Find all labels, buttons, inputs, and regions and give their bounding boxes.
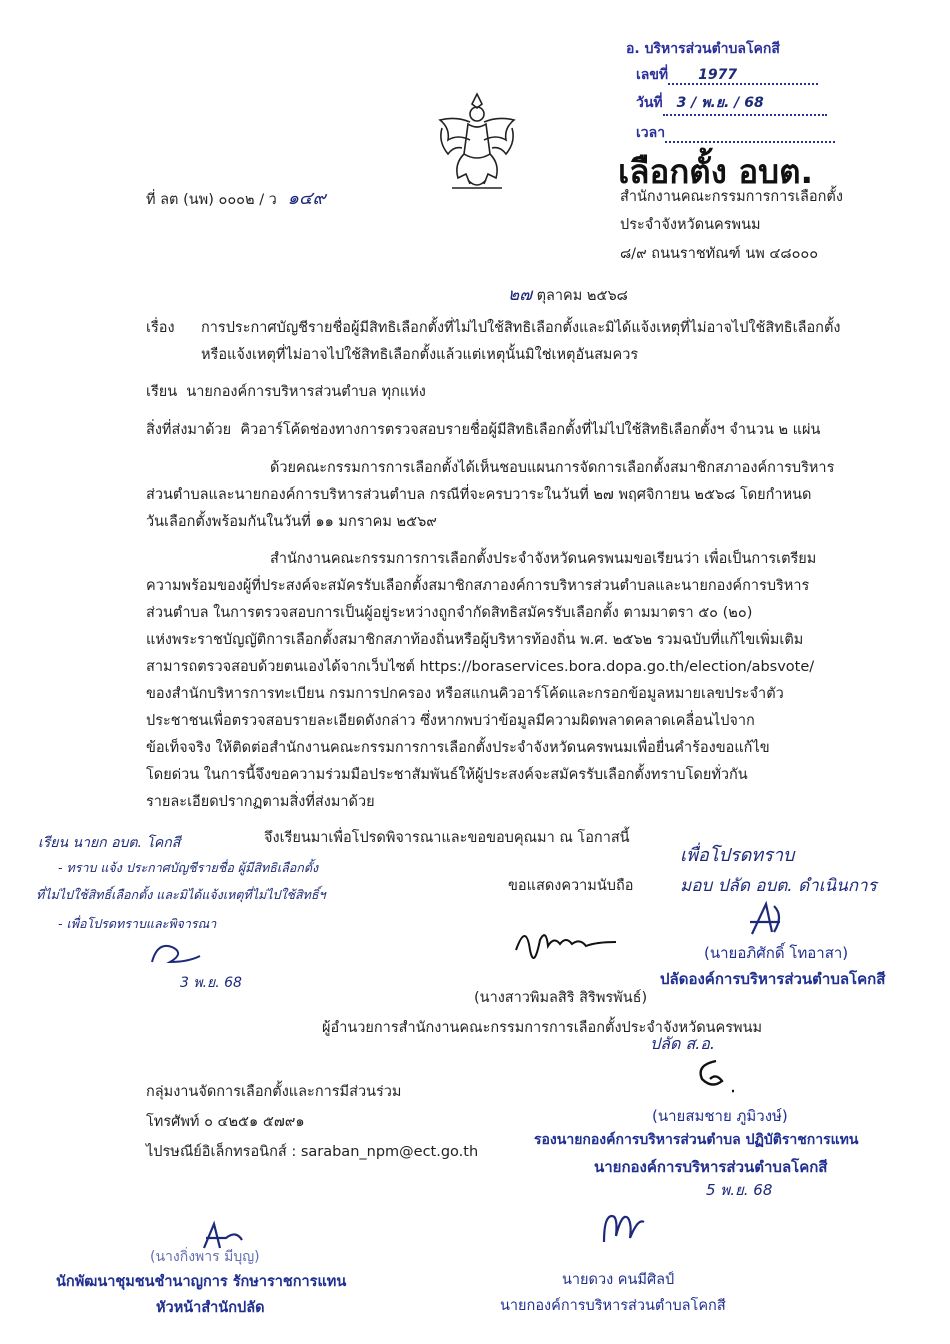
subject-line-2: หรือแจ้งเหตุที่ไม่อาจไปใช้สิทธิเลือกตั้งแล้วแต่เหตุนั้นมิใช่เหตุอันสมควร bbox=[201, 347, 639, 363]
closing: จึงเรียนมาเพื่อโปรดพิจารณาและขอขอบคุณมา ณ โอกาสนี้ bbox=[264, 830, 630, 846]
p1-line-3: วันเลือกตั้งพร้อมกันในวันที่ ๑๑ มกราคม ๒๕๖๙ bbox=[146, 514, 437, 530]
p2-line-3: ส่วนตำบล ในการตรวจสอบการเป็นผู้อยู่ระหว่างถูกจำกัดสิทธิสมัครรับเลือกตั้ง ตามมาตรา ๕๐ (๒๐) bbox=[146, 605, 753, 621]
vice-mayor-name: (นายสมชาย ภูมิวงษ์) bbox=[652, 1107, 788, 1125]
left-initials-icon bbox=[146, 938, 206, 972]
hand-left-date: 3 พ.ย. 68 bbox=[180, 975, 242, 991]
deputy-clerk-position: ปลัดองค์การบริหารส่วนตำบลโคกสี bbox=[660, 970, 886, 988]
p2-line-7: ประชาชนเพื่อตรวจสอบรายละเอียดดังกล่าว ซึ่งหากพบว่าข้อมูลมีความผิดพลาดคลาดเคลื่อนไปจาก bbox=[146, 713, 755, 729]
officer-name: (นางกิ่งพาร มีบุญ) bbox=[150, 1249, 260, 1265]
p2-line-2: ความพร้อมของผู้ที่ประสงค์จะสมัครรับเลือกตั้งสมาชิกสภาองค์การบริหารส่วนตำบลและนายกองค์การบริหาร bbox=[146, 578, 810, 594]
subject-line-1: การประกาศบัญชีรายชื่อผู้มีสิทธิเลือกตั้งที่ไม่ไปใช้สิทธิเลือกตั้งและมิได้แจ้งเหตุที่ไม่อาจไปใช้สิทธิเลือกตั้ง bbox=[201, 320, 841, 336]
hand-right-mid-initials: ปลัด ส.อ. bbox=[650, 1034, 715, 1053]
contact-unit: กลุ่มงานจัดการเลือกตั้งและการมีส่วนร่วม bbox=[146, 1084, 402, 1100]
vice-mayor-signature-icon bbox=[686, 1055, 746, 1095]
hand-note-line-1: เรียน นายก อบต. โคกสี bbox=[38, 835, 181, 851]
enclosure: สิ่งที่ส่งมาด้วย คิวอาร์โค้ดช่องทางการตรวจสอบรายชื่อผู้มีสิทธิเลือกตั้งที่ไม่ไปใช้สิทธิเลือกตั้งฯ จำนวน ๒ แผ่น bbox=[146, 422, 821, 438]
hand-right-line-2: มอบ ปลัด อบต. ดำเนินการ bbox=[680, 876, 877, 896]
stamp-receipt-no: เลขที่ 1977 bbox=[636, 64, 818, 86]
regards: ขอแสดงความนับถือ bbox=[508, 878, 634, 894]
officer-position-2: หัวหน้าสำนักปลัด bbox=[156, 1300, 265, 1316]
vice-mayor-position-1: รองนายกองค์การบริหารส่วนตำบล ปฏิบัติราชการแทน bbox=[534, 1132, 859, 1148]
contact-phone: โทรศัพท์ ๐ ๔๒๕๑ ๕๗๙๑ bbox=[146, 1114, 305, 1130]
p2-line-10: รายละเอียดปรากฏตามสิ่งที่ส่งมาด้วย bbox=[146, 794, 375, 810]
vice-mayor-position-2: นายกองค์การบริหารส่วนตำบลโคกสี bbox=[594, 1158, 828, 1176]
p2-line-9: โดยด่วน ในการนี้จึงขอความร่วมมือประชาสัมพันธ์ให้ผู้ประสงค์จะสมัครรับเลือกตั้งทราบโดยทั่วกัน bbox=[146, 767, 748, 783]
director-signature-icon bbox=[508, 920, 628, 970]
deputy-clerk-name: (นายอภิศักดิ์ โทอาสา) bbox=[704, 944, 849, 962]
p2-line-1: สำนักงานคณะกรรมการการเลือกตั้งประจำจังหวัดนครพนมขอเรียนว่า เพื่อเป็นการเตรียม bbox=[270, 551, 817, 567]
letter-date: ๒๗ ตุลาคม ๒๕๖๘ bbox=[508, 285, 628, 305]
hand-right-date: 5 พ.ย. 68 bbox=[706, 1181, 773, 1199]
banner-title: เลือกตั้ง อบต. bbox=[618, 152, 814, 191]
p1-line-2: ส่วนตำบลและนายกองค์การบริหารส่วนตำบล กรณีที่จะครบวาระในวันที่ ๒๗ พฤศจิกายน ๒๕๖๘ โดยกำหนด bbox=[146, 487, 812, 503]
doc-number: ที่ ลต (นพ) ๐๐๐๒ / ว ๑๔๙ bbox=[146, 188, 326, 209]
p2-line-6: ของสำนักบริหารการทะเบียน กรมการปกครอง หรือสแกนคิวอาร์โค้ดและกรอกข้อมูลหมายเลขประจำตัว bbox=[146, 686, 784, 702]
office-line-3: ๘/๙ ถนนราชทัณฑ์ นพ ๔๘๐๐๐ bbox=[620, 246, 819, 262]
stamp-org: อ. บริหารส่วนตำบลโคกสี bbox=[626, 41, 780, 57]
contact-email: ไปรษณีย์อิเล็กทรอนิกส์ : saraban_npm@ect.go.th bbox=[146, 1144, 479, 1160]
mayor-position: นายกองค์การบริหารส่วนตำบลโคกสี bbox=[500, 1298, 726, 1314]
hand-right-line-1: เพื่อโปรดทราบ bbox=[680, 845, 795, 866]
p2-line-4: แห่งพระราชบัญญัติการเลือกตั้งสมาชิกสภาท้องถิ่นหรือผู้บริหารท้องถิ่น พ.ศ. ๒๕๖๒ รวมฉบับที่แก้ไขเพิ่มเติม bbox=[146, 632, 804, 648]
stamp-date: วันที่ 3 / พ.ย. / 68 bbox=[636, 92, 827, 116]
signatory-name: (นางสาวพิมลสิริ สิริพรพันธ์) bbox=[474, 990, 648, 1006]
hand-note-line-2: - ทราบ แจ้ง ประกาศบัญชีรายชื่อ ผู้มีสิทธิเลือกตั้ง bbox=[58, 860, 319, 875]
p2-line-5: สามารถตรวจสอบด้วยตนเองได้จากเว็บไซต์ https://boraservices.bora.dopa.go.th/election/absvote/ bbox=[146, 659, 815, 675]
hand-note-line-3: ที่ไม่ไปใช้สิทธิ์เลือกตั้ง และมิได้แจ้งเหตุที่ไม่ไปใช้สิทธิ์ฯ bbox=[36, 887, 326, 902]
hand-note-line-4: - เพื่อโปรดทราบและพิจารณา bbox=[58, 916, 217, 931]
p1-line-1: ด้วยคณะกรรมการการเลือกตั้งได้เห็นชอบแผนการจัดการเลือกตั้งสมาชิกสภาองค์การบริหาร bbox=[270, 460, 835, 476]
signatory-position: ผู้อำนวยการสำนักงานคณะกรรมการการเลือกตั้งประจำจังหวัดนครพนม bbox=[322, 1020, 763, 1036]
receipt-stamp bbox=[616, 30, 866, 150]
garuda-emblem-icon bbox=[432, 88, 522, 198]
officer-position-1: นักพัฒนาชุมชนชำนาญการ รักษาราชการแทน bbox=[56, 1274, 347, 1290]
mayor-signature-icon bbox=[594, 1208, 654, 1248]
deputy-clerk-signature-icon bbox=[742, 900, 802, 940]
subject-label: เรื่อง bbox=[146, 320, 175, 336]
stamp-time: เวลา bbox=[636, 122, 835, 144]
office-line-1: สำนักงานคณะกรรมการการเลือกตั้ง bbox=[620, 189, 843, 205]
mayor-name: นายดวง คนมีศิลป์ bbox=[562, 1272, 675, 1288]
p2-line-8: ข้อเท็จจริง ให้ติดต่อสำนักงานคณะกรรมการการเลือกตั้งประจำจังหวัดนครพนมเพื่อยื่นคำร้องขอแก้ไข bbox=[146, 740, 770, 756]
addressee: เรียน นายกองค์การบริหารส่วนตำบล ทุกแห่ง bbox=[146, 384, 426, 400]
office-line-2: ประจำจังหวัดนครพนม bbox=[620, 217, 761, 233]
